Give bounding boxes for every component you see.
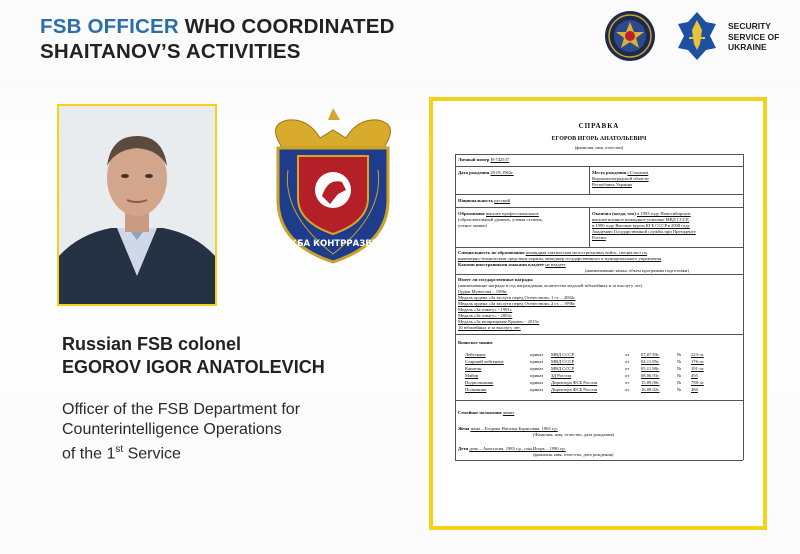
desc-line-3-pre: of the 1: [62, 445, 116, 463]
page-title: [40, 14, 395, 64]
ssu-emblem-icon: [676, 10, 718, 62]
doc-kids-caption: (фамилия, имя, отчество, дата рождения): [533, 452, 614, 457]
doc-edu-note-2: ученое звание): [458, 223, 488, 228]
doc-family: Семейное положение женат: [458, 410, 515, 415]
person-rank: Russian FSB colonel: [62, 334, 242, 354]
portrait-photo: [57, 104, 217, 306]
doc-personal-no: Личный номер Н-742537: [458, 157, 510, 162]
person-name-block: [62, 333, 325, 379]
doc-wife-caption: (Фамилия, имя, отчество, дата рождения): [533, 432, 615, 437]
doc-award: Медаль «За возвращение Крыма» - 2015г.: [458, 319, 540, 324]
desc-line-3-sup: st: [115, 444, 124, 455]
doc-award: Орден Мужества – 1996г.: [458, 289, 508, 294]
doc-award: Медаль ордена «За заслуги перед Отечеством» 1 ст. – 2002г.: [458, 295, 576, 300]
ssu-line-3: UKRAINE: [728, 42, 767, 52]
doc-award: Медаль «За отвагу» - 1991г.: [458, 307, 513, 312]
doc-specialty: Специальность по образованию командная тактическая мотострелковых войск, специалист по: [458, 250, 648, 255]
portrait-illustration: [59, 106, 215, 304]
fsb-round-emblem-icon: [604, 10, 656, 62]
doc-pob-2: Ворошиловградской области: [592, 176, 649, 181]
title-accent: FSB OFFICER: [40, 15, 179, 38]
desc-line-1: Officer of the FSB Department for: [62, 401, 301, 418]
doc-grad-4: Академию Государственной службы при Президенте: [592, 229, 696, 234]
doc-title: СПРАВКА: [578, 122, 620, 130]
desc-line-2: Counterintelligence Operations: [62, 421, 282, 438]
doc-grad-3: в 1990 году Высшие курсы КГБ СССР,в 2008 году: [592, 223, 690, 228]
doc-languages: Какими иностранными языками владеет не владеет: [458, 262, 566, 267]
doc-name-caption: (фамилия, имя, отчество): [574, 145, 624, 150]
desc-line-3: [62, 440, 392, 464]
doc-nationality: Национальность русский: [458, 198, 511, 203]
doc-grad-2: высшее военное командное училище МВД СССР,: [592, 217, 690, 222]
doc-pob-3: Республика Украина: [592, 182, 633, 187]
doc-spec-2: инженерно-техническим средствам охраны, менеджер государственного и муниципального управления: [458, 256, 662, 261]
doc-graduated: Окончил (когда, что) в 1993 году Новосибирское: [592, 211, 691, 216]
ssu-line-2: SERVICE OF: [728, 31, 780, 42]
ssu-line-1: SECURITY: [728, 21, 771, 31]
doc-wife: Жена жена – Егорова Наталья Борисовна, 1963 г.р.: [458, 426, 558, 431]
doc-award: 10 юбилейных и за выслугу лет.: [458, 325, 521, 330]
desc-line-3-post: Service: [123, 445, 181, 463]
counterintelligence-emblem-icon: [258, 104, 408, 266]
doc-education: Образование высшее профессиональное: [458, 211, 539, 216]
doc-pob: Место рождения г.Стаханов: [592, 170, 649, 175]
doc-awards-label: Имеет ли государственные награды: [458, 277, 533, 282]
doc-lang-caption: (наименование языка, объем программы подготовки): [585, 268, 689, 273]
emblem-caption: СЛУЖБА КОНТРРАЗВЕДКИ: [266, 239, 400, 249]
person-name: EGOROV IGOR ANATOLEVICH: [62, 357, 325, 377]
doc-ranks-label: Воинское звание: [458, 340, 493, 345]
person-description: [62, 400, 392, 464]
doc-edu-note-1: (образовательный уровень, ученая степень,: [458, 217, 543, 222]
ssu-wordmark: [728, 21, 779, 53]
doc-dob: Дата рождения 29.05.1962г.: [458, 170, 514, 175]
title-line2: SHAITANOV’S ACTIVITIES: [40, 40, 301, 63]
doc-award: Медаль ордена «За заслуги перед Отечеством» 2 ст. – 1996г.: [458, 301, 576, 306]
doc-awards-caption: (наименование награды и год награждения, количество медалей юбилейных и за выслугу лет): [458, 283, 643, 288]
title-rest: WHO COORDINATED: [178, 15, 395, 38]
doc-children: Дети дочь – Анастасия, 1985 г.р., сын Игорь – 1990 г.р.: [458, 446, 566, 451]
doc-grad-5: России: [592, 235, 606, 240]
doc-name: ЕГОРОВ ИГОРЬ АНАТОЛЬЕВИЧ: [551, 136, 647, 142]
doc-award: Медаль «За отвагу» - 2002г.: [458, 313, 513, 318]
